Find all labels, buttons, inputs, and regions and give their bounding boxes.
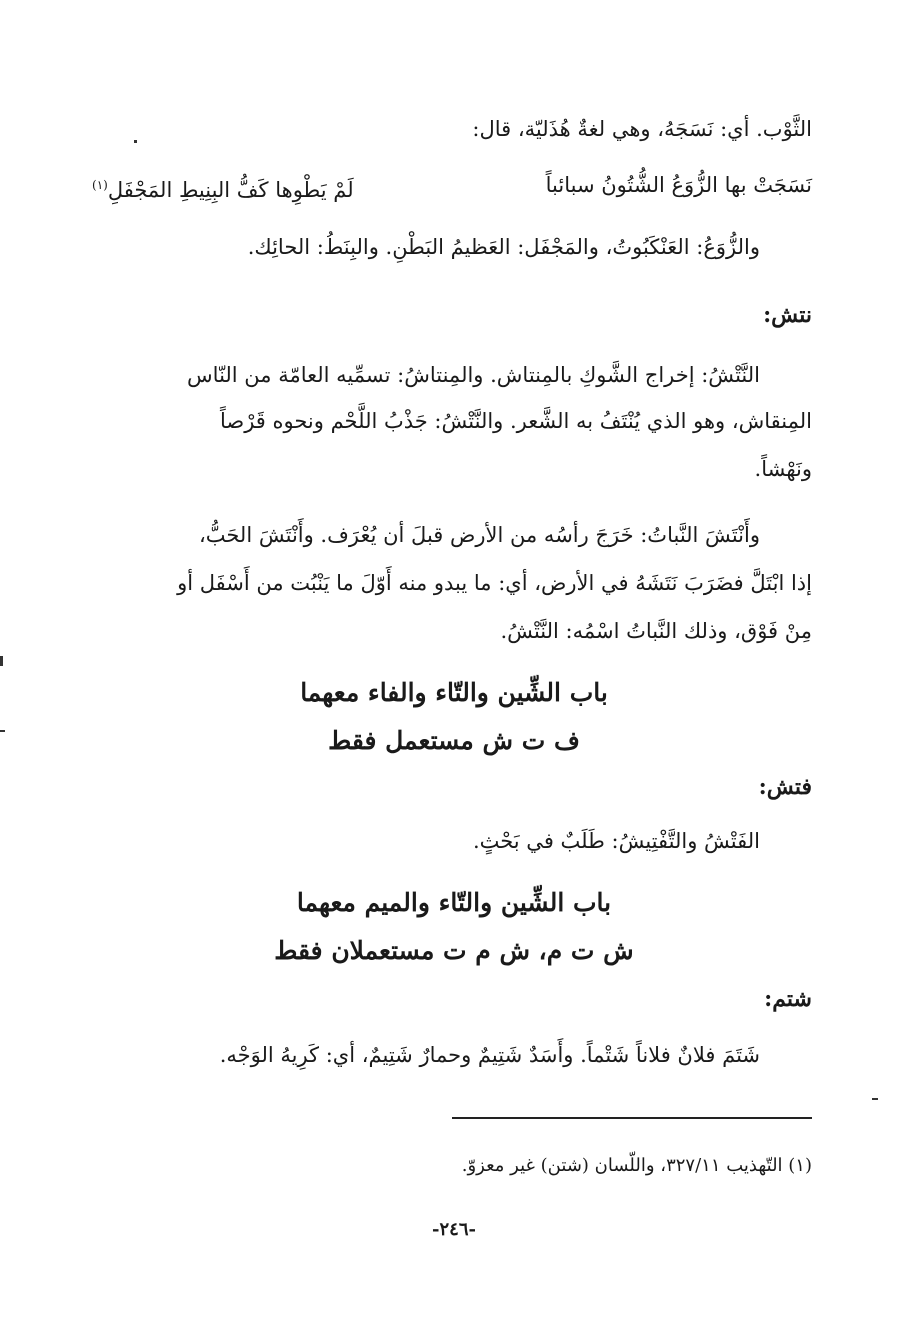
section-title: باب الشِّين والتّاء والميم معهما	[296, 888, 612, 917]
footnote-marker: (١)	[92, 178, 108, 192]
text-line: مِنْ فَوْق، وذلك النَّباتُ اسْمُه: النَّتْشُ.	[500, 619, 812, 643]
text-line: الفَتْشُ والتَّفْتِيشُ: طَلَبٌ في بَحْثٍ.	[472, 829, 760, 853]
entry-heading: شتم:	[764, 986, 812, 1012]
scan-speck	[0, 656, 3, 666]
footnote-rule	[452, 1117, 812, 1119]
page-number: -٢٤٦-	[432, 1219, 476, 1240]
section-subtitle: ف ت ش مستعمل فقط	[328, 726, 580, 755]
verse-second-hemistich	[92, 168, 354, 207]
text-line: النَّتْشُ: إخراج الشَّوكِ بالمِنتاش. والمِنتاشُ: تسمِّيه العامّة من النّاس	[187, 363, 760, 387]
text-line: وأَنْتَشَ النَّباتُ: خَرَجَ رأسُه من الأرض قبلَ أن يُعْرَف. وأَنْتَشَ الحَبُّ،	[198, 523, 760, 547]
entry-heading: نتش:	[763, 302, 812, 328]
section-title: باب الشِّين والتّاء والفاء معهما	[300, 678, 608, 707]
entry-heading: فتش:	[758, 774, 812, 800]
footnote: (١) التّهذيب ٣٢٧/١١، واللّسان (شتن) غير معزوّ.	[461, 1155, 812, 1176]
verse-second-hemistich-text: لَمْ يَطْوِها كَفُّ البِنِيطِ المَجْفَلِ	[107, 178, 354, 202]
text-line: شَتَمَ فلانٌ فلاناً شَتْماً. وأَسَدٌ شَتِيمٌ وحمارٌ شَتِيمٌ، أي: كَرِيهُ الوَجْه.	[219, 1043, 760, 1067]
text-line: المِنقاش، وهو الذي يُنْتَفُ به الشَّعر. والنَّتْشُ: جَذْبُ اللَّحْم ونحوه قَرْصاً	[219, 409, 812, 433]
text-line: ونَهْشاً.	[754, 457, 812, 481]
section-subtitle: ش ت م، ش م ت مستعملان فقط	[274, 936, 634, 965]
scan-speck	[872, 1098, 878, 1100]
scan-speck	[134, 140, 137, 143]
poetry-verse	[92, 168, 812, 204]
verse-first-hemistich: نَسَجَتْ بها الزُّوَعُ الشُّتُونُ سبائباً	[545, 173, 812, 197]
text-line: الثَّوْب. أي: نَسَجَهُ، وهي لغةٌ هُذَليّة، قال:	[472, 117, 812, 141]
text-line: إذا ابْتَلَّ فضَرَبَ نَتَشَهُ في الأرض، أي: ما يبدو منه أَوّلَ ما يَنْبُت من أَسْفَل أو	[177, 571, 812, 595]
scan-speck	[0, 730, 5, 732]
text-line: والزُّوَعُ: العَنْكَبُوتُ، والمَجْفَل: العَظيمُ البَطْنِ. والبِنَطُ: الحائِك.	[247, 235, 760, 259]
